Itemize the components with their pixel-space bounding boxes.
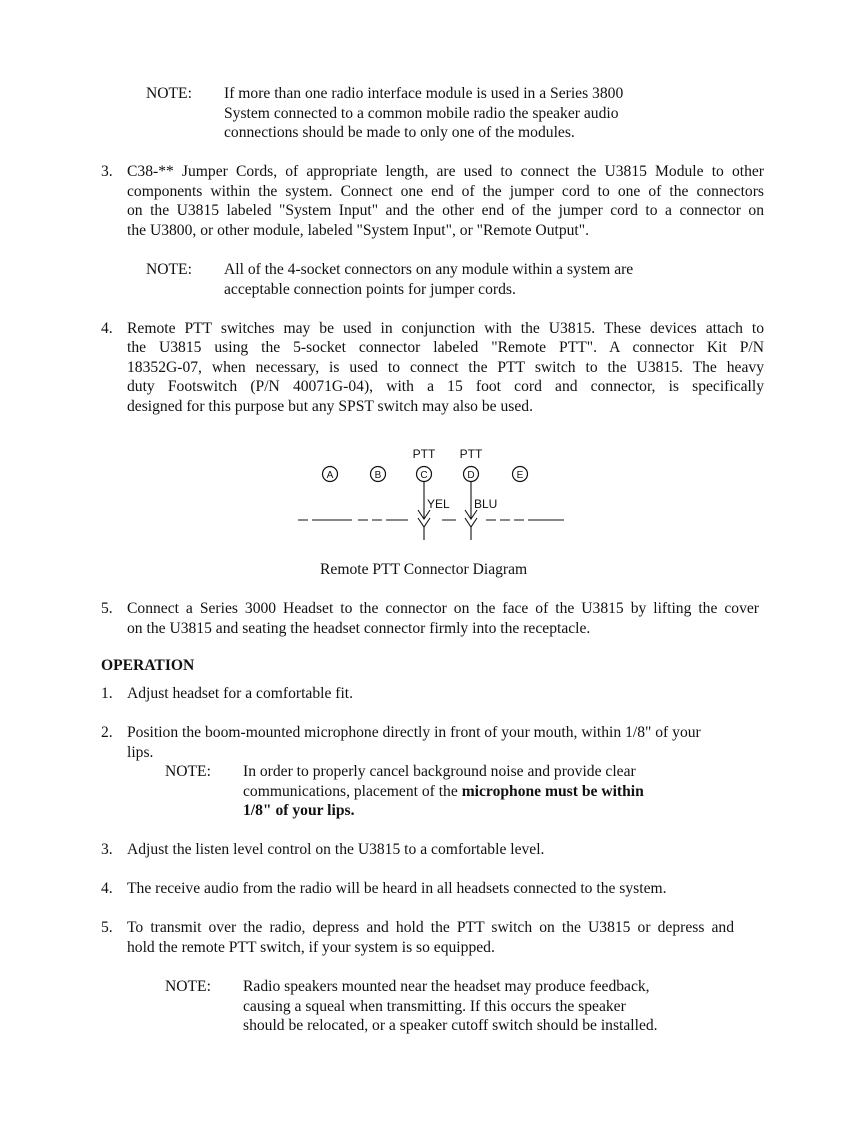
pin-b	[371, 467, 386, 482]
note-label: NOTE:	[146, 85, 192, 102]
svg-text:C: C	[420, 470, 428, 481]
paragraph-line: C38-** Jumper Cords, of appropriate length, are used to connect the U3815 Module to other	[127, 163, 764, 180]
list-number: 4.	[101, 880, 113, 897]
remote-ptt-connector-diagram	[290, 440, 580, 550]
note-text-bold: microphone must be within	[461, 783, 644, 800]
paragraph-line: To transmit over the radio, depress and hold the PTT switch on the U3815 or depress and	[127, 919, 734, 936]
note-text-line: Radio speakers mounted near the headset may produce feedback,	[243, 978, 650, 995]
note-text-line: All of the 4-socket connectors on any module within a system are	[224, 261, 634, 278]
svg-text:D: D	[467, 470, 475, 481]
paragraph-line: Position the boom-mounted microphone directly in front of your mouth, within 1/8" of your	[127, 724, 701, 741]
note-label: NOTE:	[165, 763, 211, 780]
note-text-line: System connected to a common mobile radio the speaker audio	[224, 105, 619, 122]
paragraph-line: on the U3815 and seating the headset connector firmly into the receptacle.	[127, 620, 591, 637]
wire-yel	[418, 482, 430, 540]
note-text-line: connections should be made to only one of the modules.	[224, 124, 575, 141]
paragraph-line: Adjust headset for a comfortable fit.	[127, 685, 354, 702]
list-number: 5.	[101, 919, 113, 936]
paragraph-line: designed for this purpose but any SPST switch may also be used.	[127, 398, 533, 415]
paragraph-line: Connect a Series 3000 Headset to the connector on the face of the U3815 by lifting the cover	[127, 600, 759, 617]
list-number: 5.	[101, 600, 113, 617]
pin-e	[513, 467, 528, 482]
paragraph-line: lips.	[127, 744, 154, 761]
paragraph-line: Remote PTT switches may be used in conjunction with the U3815. These devices attach to	[127, 320, 764, 337]
wire-blu	[465, 482, 477, 540]
pin-d	[464, 467, 479, 482]
paragraph-line: components within the system. Connect one end of the jumper cord to one of the connectors	[127, 183, 764, 200]
svg-text:B: B	[374, 470, 382, 481]
paragraph-line: hold the remote PTT switch, if your system is so equipped.	[127, 939, 495, 956]
list-number: 3.	[101, 163, 113, 180]
svg-text:A: A	[326, 470, 334, 481]
note-text-plain: communications, placement of the	[243, 783, 462, 800]
paragraph-line: the U3815 using the 5-socket connector labeled "Remote PTT". A connector Kit P/N	[127, 339, 764, 356]
note-text-line	[243, 782, 644, 801]
pin-c	[417, 467, 432, 482]
list-number: 1.	[101, 685, 113, 702]
list-number: 2.	[101, 724, 113, 741]
note-text-line: should be relocated, or a speaker cutoff switch should be installed.	[243, 1017, 658, 1034]
paragraph-line: Adjust the listen level control on the U3815 to a comfortable level.	[127, 841, 545, 858]
wire-label-blu: BLU	[474, 497, 498, 511]
note-label: NOTE:	[165, 978, 211, 995]
list-number: 4.	[101, 320, 113, 337]
wire-label-yel: YEL	[427, 497, 450, 511]
note-text-line	[243, 801, 354, 820]
paragraph-line: The receive audio from the radio will be heard in all headsets connected to the system.	[127, 880, 667, 897]
ptt-label: PTT	[459, 447, 483, 461]
note-text-line: acceptable connection points for jumper cords.	[224, 281, 516, 298]
pin-a	[323, 467, 338, 482]
note-text-bold: 1/8" of your lips.	[243, 802, 355, 819]
paragraph-line: the U3800, or other module, labeled "System Input", or "Remote Output".	[127, 222, 590, 239]
note-text-line: causing a squeal when transmitting. If this occurs the speaker	[243, 998, 626, 1015]
diagram-caption: Remote PTT Connector Diagram	[320, 561, 528, 578]
note-text-line: In order to properly cancel background noise and provide clear	[243, 763, 636, 780]
ptt-label: PTT	[412, 447, 436, 461]
svg-text:E: E	[516, 470, 524, 481]
section-heading: OPERATION	[101, 657, 195, 674]
paragraph-line: duty Footswitch (P/N 40071G-04), with a 15 foot cord and connector, is specifically	[127, 378, 764, 395]
note-text-line: If more than one radio interface module is used in a Series 3800	[224, 85, 624, 102]
note-label: NOTE:	[146, 261, 192, 278]
paragraph-line: 18352G-07, when necessary, is used to connect the PTT switch to the U3815. The heavy	[127, 359, 764, 376]
list-number: 3.	[101, 841, 113, 858]
paragraph-line: on the U3815 labeled "System Input" and the other end of the jumper cord to a connector on	[127, 202, 764, 219]
